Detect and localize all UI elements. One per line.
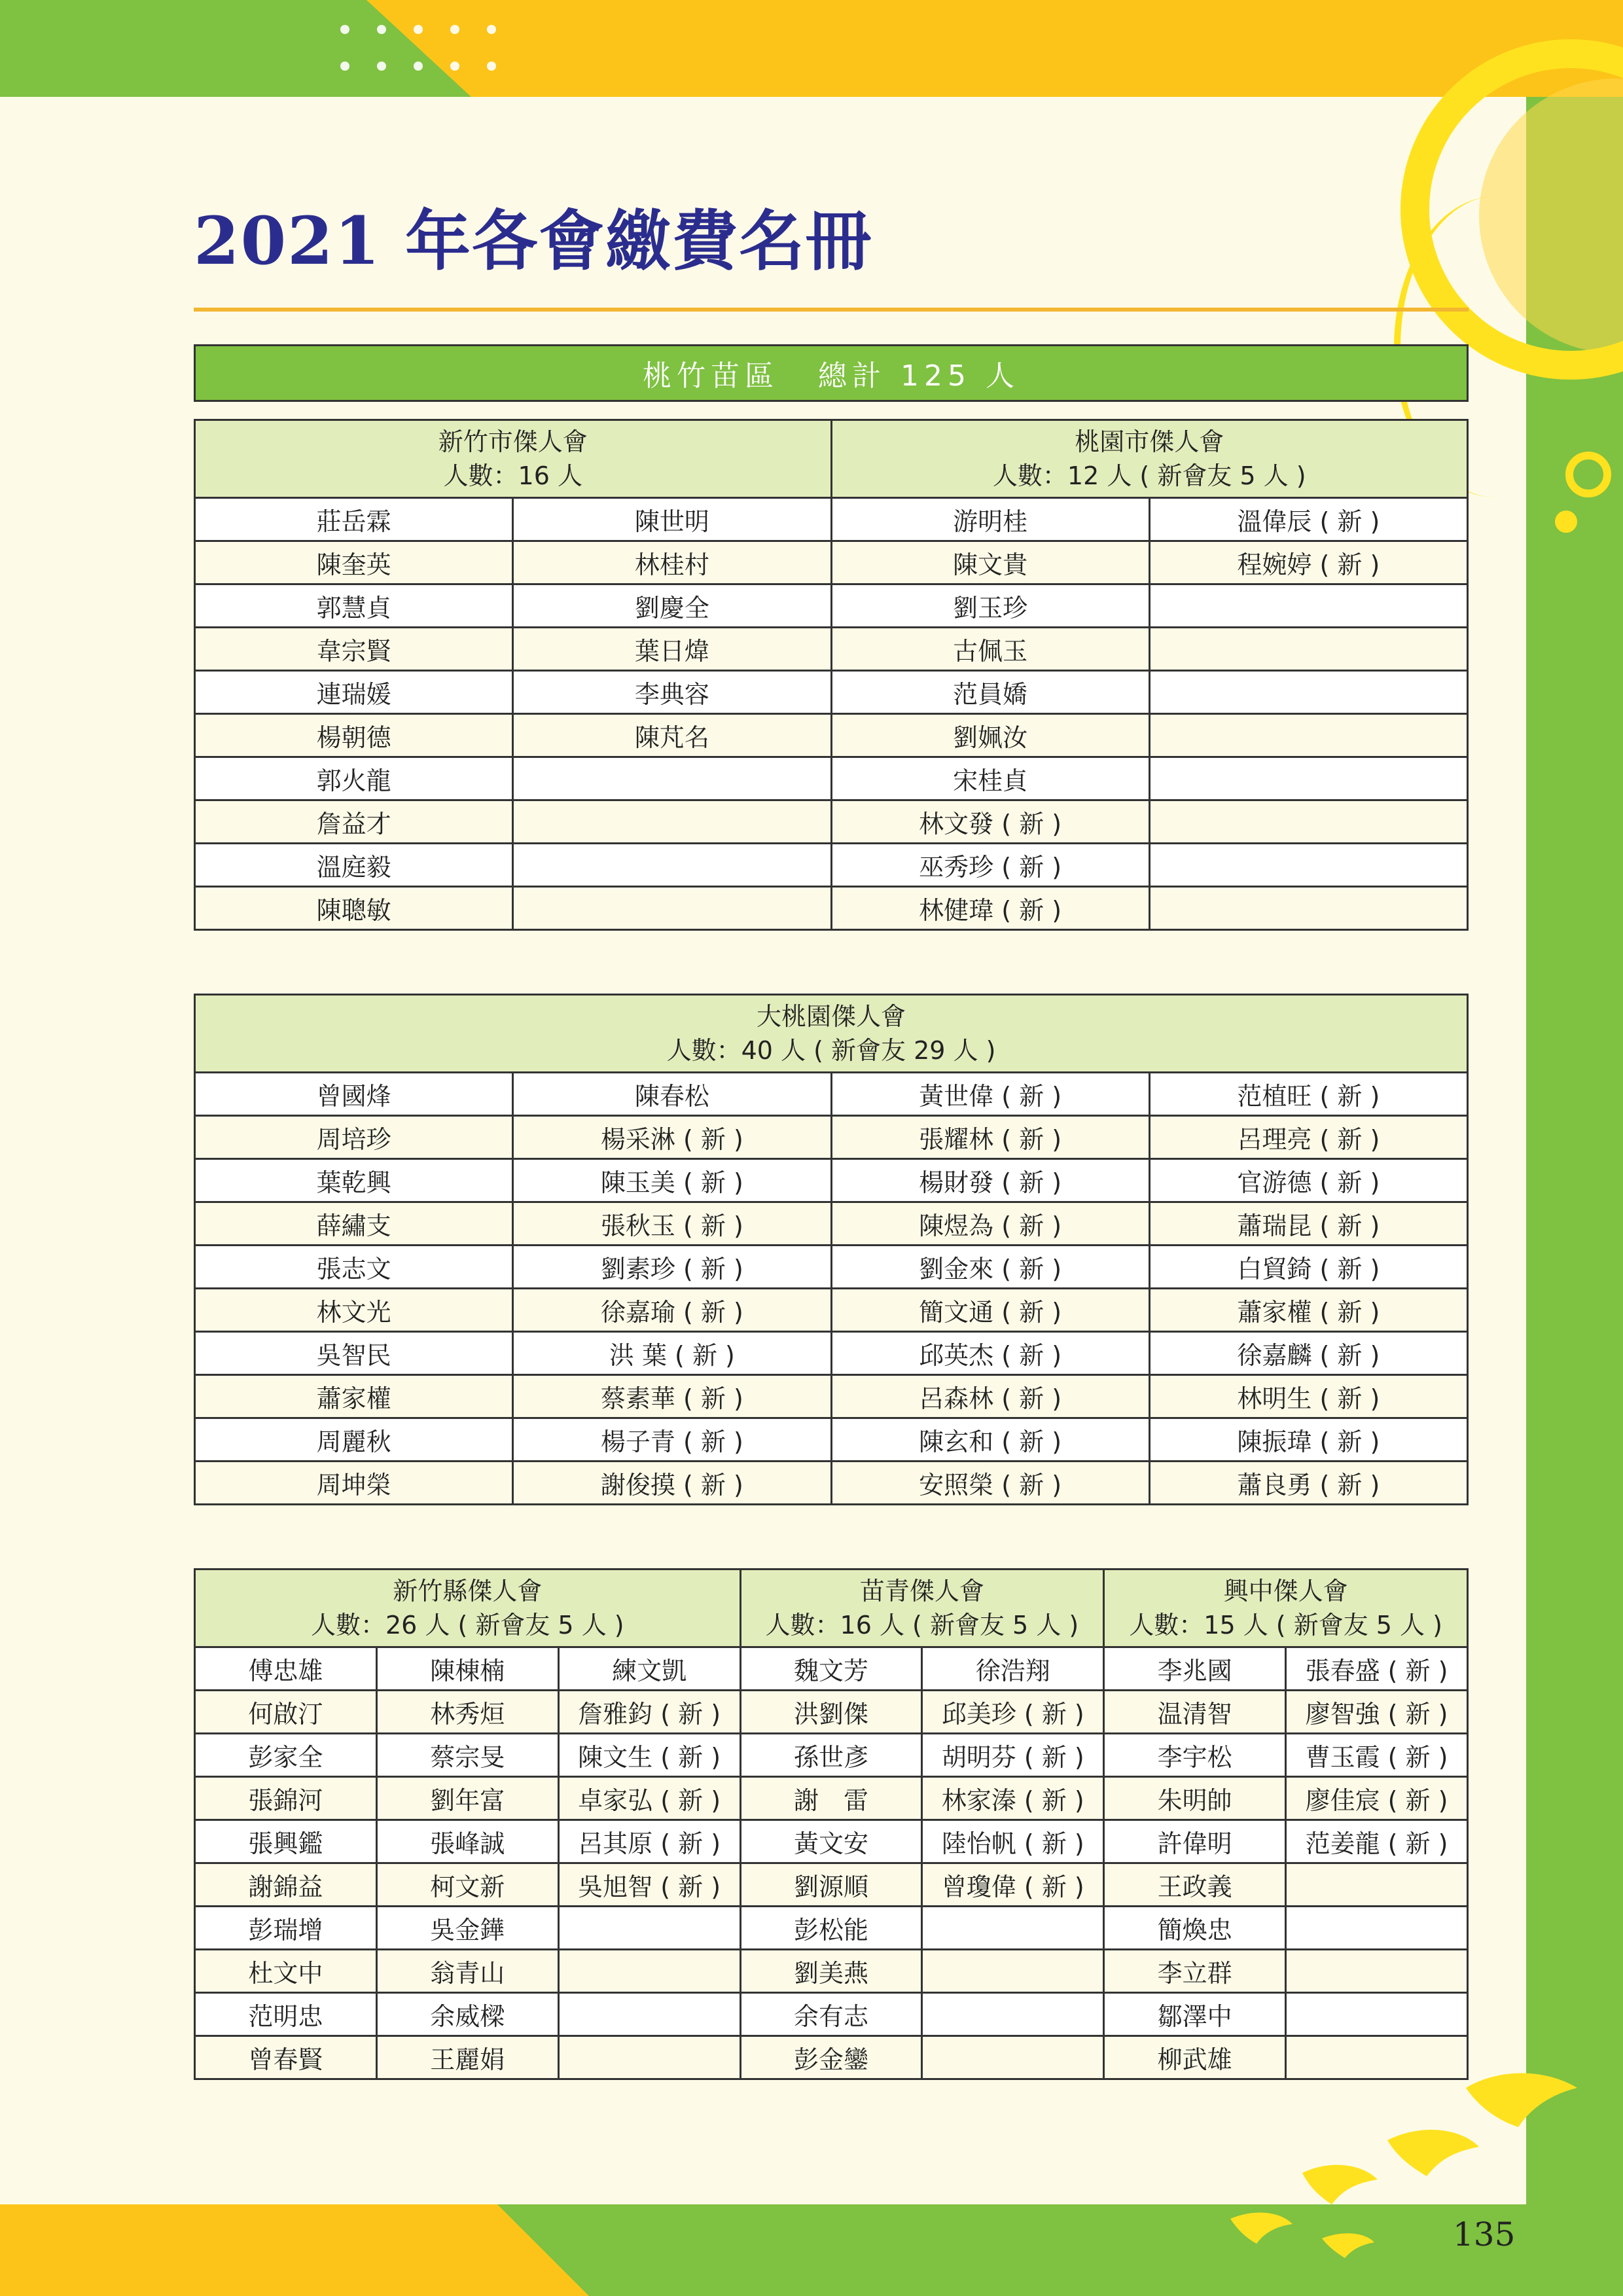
page-number: 135 xyxy=(1453,2215,1516,2253)
table-hsinchu-county-miaoqing-xingzhong xyxy=(194,1568,1469,2080)
chapter-name: 大桃園傑人會 xyxy=(756,1002,906,1031)
member-name-cell xyxy=(1149,671,1467,714)
member-name-cell: 王政義 xyxy=(1104,1863,1286,1907)
member-name-cell: 溫偉辰 ( 新 ) xyxy=(1149,498,1467,541)
member-name-cell: 詹雅鈞 ( 新 ) xyxy=(558,1691,740,1734)
member-name-cell: 楊朝德 xyxy=(195,714,513,757)
member-name-cell: 吳智民 xyxy=(195,1332,513,1375)
member-name-cell: 曾春賢 xyxy=(195,2036,377,2079)
member-name-cell: 林文發 ( 新 ) xyxy=(831,800,1149,844)
member-name-cell: 李典容 xyxy=(513,671,831,714)
table-row xyxy=(195,1647,1468,1691)
member-name-cell xyxy=(513,757,831,800)
member-name-cell: 柯文新 xyxy=(376,1863,558,1907)
member-name-cell xyxy=(1286,1950,1468,1993)
member-name-cell: 劉金來 ( 新 ) xyxy=(831,1246,1149,1289)
table-row xyxy=(195,1246,1468,1289)
member-name-cell: 吳旭智 ( 新 ) xyxy=(558,1863,740,1907)
member-name-cell: 陳奎英 xyxy=(195,541,513,584)
member-name-cell: 余威樑 xyxy=(376,1993,558,2036)
member-name-cell: 李宇松 xyxy=(1104,1734,1286,1777)
member-name-cell: 呂理亮 ( 新 ) xyxy=(1149,1116,1467,1159)
member-name-cell: 蕭家權 xyxy=(195,1375,513,1418)
member-name-cell: 廖佳宸 ( 新 ) xyxy=(1286,1777,1468,1820)
member-name-cell: 陳聰敏 xyxy=(195,887,513,930)
member-name-cell: 張峰誠 xyxy=(376,1820,558,1863)
table-row xyxy=(195,541,1468,584)
member-name-cell: 彭瑞增 xyxy=(195,1907,377,1950)
member-name-cell: 陳棟楠 xyxy=(376,1647,558,1691)
member-name-cell: 周麗秋 xyxy=(195,1418,513,1462)
member-name-cell: 呂其原 ( 新 ) xyxy=(558,1820,740,1863)
member-name-cell: 林文光 xyxy=(195,1289,513,1332)
table-row xyxy=(195,1691,1468,1734)
chapter-header xyxy=(195,995,1468,1073)
table-row xyxy=(195,800,1468,844)
member-name-cell: 孫世彥 xyxy=(740,1734,922,1777)
chapter-header xyxy=(740,1570,1104,1647)
member-name-cell: 莊岳霖 xyxy=(195,498,513,541)
member-name-cell: 張秋玉 ( 新 ) xyxy=(513,1202,831,1246)
member-name-cell: 洪劉傑 xyxy=(740,1691,922,1734)
member-name-cell: 程婉婷 ( 新 ) xyxy=(1149,541,1467,584)
member-name-cell: 陳春松 xyxy=(513,1073,831,1116)
member-name-cell: 張志文 xyxy=(195,1246,513,1289)
member-name-cell: 洪 葉 ( 新 ) xyxy=(513,1332,831,1375)
table-row xyxy=(195,1073,1468,1116)
member-name-cell: 練文凱 xyxy=(558,1647,740,1691)
member-name-cell xyxy=(1286,2036,1468,2079)
member-name-cell: 余有志 xyxy=(740,1993,922,2036)
chapter-name: 苗青傑人會 xyxy=(859,1577,984,1605)
chapter-count: 人數：26 人 ( 新會友 5 人 ) xyxy=(310,1611,624,1640)
chapter-header xyxy=(195,420,832,498)
member-name-cell: 蕭瑞昆 ( 新 ) xyxy=(1149,1202,1467,1246)
member-name-cell: 劉素珍 ( 新 ) xyxy=(513,1246,831,1289)
member-name-cell xyxy=(922,1950,1104,1993)
table-row xyxy=(195,2036,1468,2079)
member-name-cell: 張興鑑 xyxy=(195,1820,377,1863)
member-name-cell: 韋宗賢 xyxy=(195,628,513,671)
member-name-cell: 呂森林 ( 新 ) xyxy=(831,1375,1149,1418)
member-name-cell: 鄒澤中 xyxy=(1104,1993,1286,2036)
member-name-cell: 張春盛 ( 新 ) xyxy=(1286,1647,1468,1691)
chapter-count: 人數：40 人 ( 新會友 29 人 ) xyxy=(666,1036,996,1065)
decor-ring-icon xyxy=(1565,452,1611,497)
member-name-cell: 游明桂 xyxy=(831,498,1149,541)
table-row xyxy=(195,1907,1468,1950)
table-row xyxy=(195,1734,1468,1777)
member-name-cell: 林健瑋 ( 新 ) xyxy=(831,887,1149,930)
table-row xyxy=(195,1462,1468,1505)
bottom-yellow-wedge xyxy=(0,2204,589,2296)
member-name-cell xyxy=(1149,757,1467,800)
table-row xyxy=(195,1418,1468,1462)
member-name-cell: 曾瓊偉 ( 新 ) xyxy=(922,1863,1104,1907)
member-name-cell: 蕭家權 ( 新 ) xyxy=(1149,1289,1467,1332)
member-name-cell: 白貿錡 ( 新 ) xyxy=(1149,1246,1467,1289)
member-name-cell: 葉日煒 xyxy=(513,628,831,671)
table-greater-taoyuan xyxy=(194,994,1469,1505)
page-title: 2021 年各會繳費名冊 xyxy=(194,202,873,279)
member-name-cell: 楊子青 ( 新 ) xyxy=(513,1418,831,1462)
member-name-cell: 安照榮 ( 新 ) xyxy=(831,1462,1149,1505)
member-name-cell xyxy=(558,1907,740,1950)
member-name-cell: 曾國烽 xyxy=(195,1073,513,1116)
member-name-cell: 徐嘉麟 ( 新 ) xyxy=(1149,1332,1467,1375)
member-name-cell: 詹益才 xyxy=(195,800,513,844)
member-name-cell: 彭金鑾 xyxy=(740,2036,922,2079)
region-header xyxy=(194,344,1469,402)
member-name-cell: 連瑞媛 xyxy=(195,671,513,714)
member-name-cell: 王麗娟 xyxy=(376,2036,558,2079)
member-name-cell: 李兆國 xyxy=(1104,1647,1286,1691)
member-name-cell: 劉慶全 xyxy=(513,584,831,628)
member-name-cell: 邱英杰 ( 新 ) xyxy=(831,1332,1149,1375)
member-name-cell xyxy=(1149,844,1467,887)
member-name-cell: 周培珍 xyxy=(195,1116,513,1159)
member-name-cell: 林明生 ( 新 ) xyxy=(1149,1375,1467,1418)
member-name-cell: 陳玉美 ( 新 ) xyxy=(513,1159,831,1202)
member-name-cell: 彭松能 xyxy=(740,1907,922,1950)
member-name-cell: 蕭良勇 ( 新 ) xyxy=(1149,1462,1467,1505)
member-name-cell xyxy=(513,844,831,887)
member-name-cell: 温清智 xyxy=(1104,1691,1286,1734)
table-row xyxy=(195,1375,1468,1418)
member-name-cell xyxy=(1286,1863,1468,1907)
table-row xyxy=(195,1993,1468,2036)
member-name-cell: 柳武雄 xyxy=(1104,2036,1286,2079)
member-name-cell: 胡明芬 ( 新 ) xyxy=(922,1734,1104,1777)
member-name-cell: 古佩玉 xyxy=(831,628,1149,671)
member-name-cell: 陳文貴 xyxy=(831,541,1149,584)
table-row xyxy=(195,1863,1468,1907)
member-name-cell: 黃文安 xyxy=(740,1820,922,1863)
table-hsinchu-city-taoyuan-city xyxy=(194,419,1469,931)
member-name-cell: 徐浩翔 xyxy=(922,1647,1104,1691)
chapter-header xyxy=(195,1570,741,1647)
table-row xyxy=(195,1289,1468,1332)
member-name-cell: 黃世偉 ( 新 ) xyxy=(831,1073,1149,1116)
member-name-cell xyxy=(1286,1907,1468,1950)
table-row xyxy=(195,714,1468,757)
member-name-cell xyxy=(558,2036,740,2079)
decor-dots xyxy=(340,25,524,77)
member-name-cell xyxy=(1149,628,1467,671)
member-name-cell: 李立群 xyxy=(1104,1950,1286,1993)
member-name-cell: 陳文生 ( 新 ) xyxy=(558,1734,740,1777)
region-total: 總計 125 人 xyxy=(818,359,1020,393)
member-name-cell: 卓家弘 ( 新 ) xyxy=(558,1777,740,1820)
member-name-cell: 林秀烜 xyxy=(376,1691,558,1734)
member-name-cell xyxy=(513,887,831,930)
member-name-cell: 葉乾興 xyxy=(195,1159,513,1202)
member-name-cell: 楊財發 ( 新 ) xyxy=(831,1159,1149,1202)
member-name-cell: 邱美珍 ( 新 ) xyxy=(922,1691,1104,1734)
member-name-cell: 范明忠 xyxy=(195,1993,377,2036)
title-divider xyxy=(194,308,1469,312)
member-name-cell: 簡煥忠 xyxy=(1104,1907,1286,1950)
table-row xyxy=(195,844,1468,887)
doves-icon xyxy=(1191,2062,1597,2258)
chapter-count: 人數：16 人 ( 新會友 5 人 ) xyxy=(765,1611,1079,1640)
member-name-cell: 劉美燕 xyxy=(740,1950,922,1993)
member-name-cell: 陸怡帆 ( 新 ) xyxy=(922,1820,1104,1863)
table-row xyxy=(195,498,1468,541)
member-name-cell: 魏文芳 xyxy=(740,1647,922,1691)
chapter-count: 人數：16 人 xyxy=(443,461,582,490)
region-name: 桃竹苗區 xyxy=(643,359,779,393)
member-name-cell: 曹玉霞 ( 新 ) xyxy=(1286,1734,1468,1777)
member-name-cell: 劉姵汝 xyxy=(831,714,1149,757)
member-name-cell xyxy=(922,2036,1104,2079)
member-name-cell: 翁青山 xyxy=(376,1950,558,1993)
member-name-cell: 朱明帥 xyxy=(1104,1777,1286,1820)
table-row xyxy=(195,887,1468,930)
member-name-cell: 蔡宗旻 xyxy=(376,1734,558,1777)
member-name-cell: 蔡素華 ( 新 ) xyxy=(513,1375,831,1418)
member-name-cell: 吳金鏵 xyxy=(376,1907,558,1950)
member-name-cell: 薛繡支 xyxy=(195,1202,513,1246)
chapter-name: 新竹市傑人會 xyxy=(438,427,588,456)
member-name-cell: 林桂村 xyxy=(513,541,831,584)
member-name-cell: 郭慧貞 xyxy=(195,584,513,628)
member-name-cell: 陳煜為 ( 新 ) xyxy=(831,1202,1149,1246)
table-row xyxy=(195,1159,1468,1202)
member-name-cell: 陳芃名 xyxy=(513,714,831,757)
member-name-cell: 宋桂貞 xyxy=(831,757,1149,800)
member-name-cell: 徐嘉瑜 ( 新 ) xyxy=(513,1289,831,1332)
chapter-header xyxy=(1104,1570,1468,1647)
member-name-cell: 彭家全 xyxy=(195,1734,377,1777)
chapter-count: 人數：12 人 ( 新會友 5 人 ) xyxy=(992,461,1306,490)
member-name-cell: 廖智強 ( 新 ) xyxy=(1286,1691,1468,1734)
member-name-cell: 官游德 ( 新 ) xyxy=(1149,1159,1467,1202)
member-name-cell: 謝錦益 xyxy=(195,1863,377,1907)
member-name-cell xyxy=(922,1993,1104,2036)
member-name-cell: 周坤榮 xyxy=(195,1462,513,1505)
member-name-cell: 許偉明 xyxy=(1104,1820,1286,1863)
member-name-cell: 范員嬌 xyxy=(831,671,1149,714)
member-name-cell: 楊采淋 ( 新 ) xyxy=(513,1116,831,1159)
table-row xyxy=(195,1950,1468,1993)
member-name-cell: 陳世明 xyxy=(513,498,831,541)
member-name-cell xyxy=(1149,584,1467,628)
member-name-cell: 范姜龍 ( 新 ) xyxy=(1286,1820,1468,1863)
table-row xyxy=(195,1777,1468,1820)
member-name-cell: 謝俊摸 ( 新 ) xyxy=(513,1462,831,1505)
member-name-cell: 張錦河 xyxy=(195,1777,377,1820)
table-row xyxy=(195,757,1468,800)
member-name-cell: 謝 雷 xyxy=(740,1777,922,1820)
member-name-cell xyxy=(558,1993,740,2036)
table-row xyxy=(195,1332,1468,1375)
member-name-cell: 陳振瑋 ( 新 ) xyxy=(1149,1418,1467,1462)
member-name-cell xyxy=(1149,887,1467,930)
member-name-cell: 巫秀珍 ( 新 ) xyxy=(831,844,1149,887)
member-name-cell: 傅忠雄 xyxy=(195,1647,377,1691)
chapter-header xyxy=(831,420,1468,498)
member-name-cell: 陳玄和 ( 新 ) xyxy=(831,1418,1149,1462)
member-name-cell: 張耀林 ( 新 ) xyxy=(831,1116,1149,1159)
member-name-cell: 劉年富 xyxy=(376,1777,558,1820)
member-name-cell xyxy=(513,800,831,844)
table-row xyxy=(195,671,1468,714)
member-name-cell: 杜文中 xyxy=(195,1950,377,1993)
chapter-name: 新竹縣傑人會 xyxy=(393,1577,543,1605)
table-row xyxy=(195,584,1468,628)
table-row xyxy=(195,1202,1468,1246)
member-name-cell xyxy=(1286,1993,1468,2036)
member-name-cell: 何啟汀 xyxy=(195,1691,377,1734)
member-name-cell: 劉源順 xyxy=(740,1863,922,1907)
member-name-cell: 溫庭毅 xyxy=(195,844,513,887)
member-name-cell xyxy=(1149,714,1467,757)
table-row xyxy=(195,1820,1468,1863)
member-name-cell xyxy=(558,1950,740,1993)
table-row xyxy=(195,1116,1468,1159)
member-name-cell: 劉玉珍 xyxy=(831,584,1149,628)
member-name-cell: 林家溱 ( 新 ) xyxy=(922,1777,1104,1820)
member-name-cell: 范植旺 ( 新 ) xyxy=(1149,1073,1467,1116)
table-row xyxy=(195,628,1468,671)
member-name-cell xyxy=(922,1907,1104,1950)
chapter-count: 人數：15 人 ( 新會友 5 人 ) xyxy=(1129,1611,1442,1640)
decor-dot-icon xyxy=(1555,511,1577,533)
member-name-cell xyxy=(1149,800,1467,844)
chapter-name: 興中傑人會 xyxy=(1223,1577,1348,1605)
chapter-name: 桃園市傑人會 xyxy=(1075,427,1224,456)
member-name-cell: 簡文通 ( 新 ) xyxy=(831,1289,1149,1332)
member-name-cell: 郭火龍 xyxy=(195,757,513,800)
